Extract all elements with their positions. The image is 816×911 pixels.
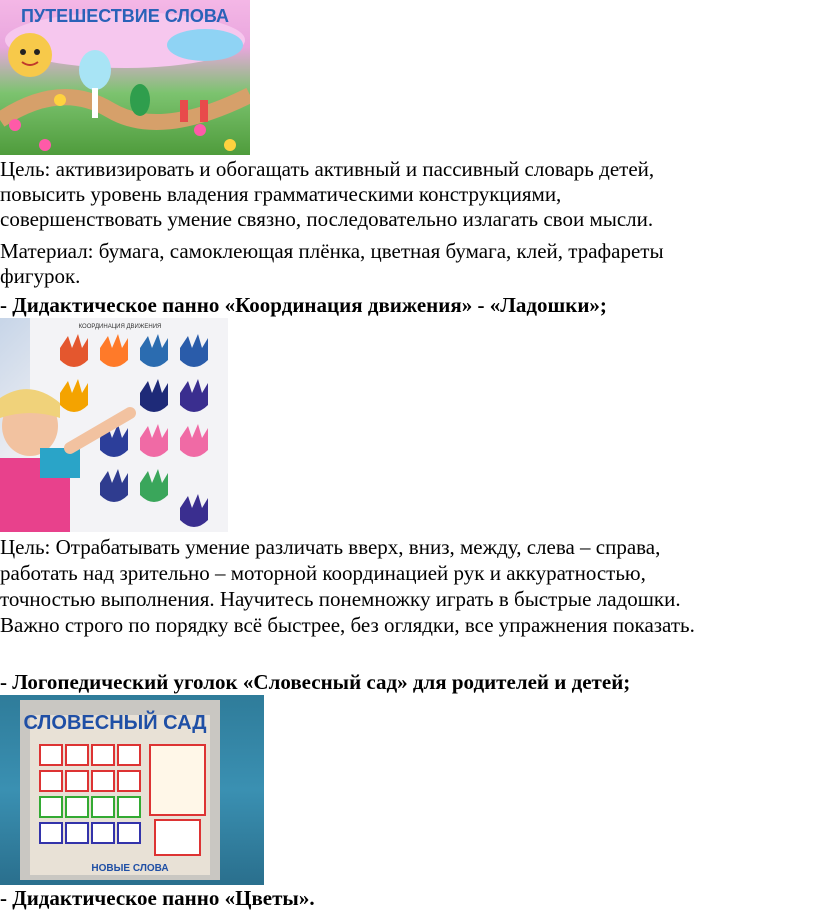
goal2-line-2: работать над зрительно – моторной координацией рук и аккуратностью,: [0, 561, 646, 585]
travel-title: ПУТЕШЕСТВИЕ СЛОВА: [20, 6, 230, 26]
goal-line-1: Цель: активизировать и обогащать активный и пассивный словарь детей,: [0, 157, 655, 181]
sun-icon: [8, 33, 52, 77]
heading-hands-panel: - Дидактическое панно «Координация движения» - «Ладошки»;: [0, 293, 607, 317]
goal-line-2: повысить уровень владения грамматическими конструкциями,: [0, 182, 562, 206]
material-line-1: Материал: бумага, самоклеющая плёнка, цветная бумага, клей, трафареты: [0, 239, 664, 263]
hands-panel-title: КООРДИНАЦИЯ ДВИЖЕНИЯ: [78, 324, 162, 330]
goal2-line-1: Цель: Отрабатывать умение различать вверх, вниз, между, слева – справа,: [0, 535, 661, 559]
speech-garden-picture: [0, 695, 264, 885]
heading-flowers-panel: - Дидактическое панно «Цветы».: [0, 886, 315, 910]
goal-line-3: совершенствовать умение связно, последовательно излагать свои мысли.: [0, 207, 654, 231]
goal2-line-4: Важно строго по порядку всё быстрее, без оглядки, все упражнения показать.: [0, 613, 695, 637]
goal2-line-3: точностью выполнения. Научитесь понемножку играть в быстрые ладошки.: [0, 587, 681, 611]
cloud-icon: [167, 29, 243, 61]
hands-panel-picture: [0, 318, 228, 532]
heading-speech-corner: - Логопедический уголок «Словесный сад» для родителей и детей;: [0, 670, 631, 694]
material-line-2: фигурок.: [0, 264, 81, 288]
garden-title: СЛОВЕСНЫЙ САД: [23, 712, 207, 734]
garden-subtitle: НОВЫЕ СЛОВА: [91, 863, 169, 874]
travel-of-words-picture: [0, 0, 250, 155]
